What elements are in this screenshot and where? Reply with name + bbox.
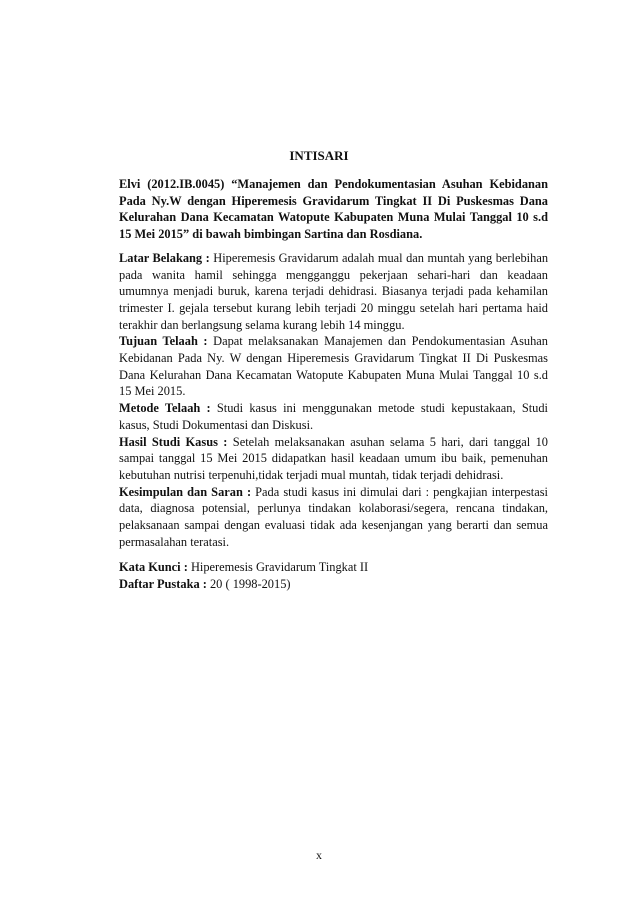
section-label: Kesimpulan dan Saran : [119, 484, 252, 499]
section-label: Latar Belakang : [119, 250, 210, 265]
section-label: Hasil Studi Kasus : [119, 434, 228, 449]
document-title: INTISARI [289, 148, 349, 163]
page-number: x [316, 848, 322, 862]
section-label: Metode Telaah : [119, 401, 211, 416]
section-label: Tujuan Telaah : [119, 334, 208, 349]
section-metode-telaah [119, 400, 548, 433]
bibliography-text: 20 ( 1998-2015) [206, 577, 291, 592]
keywords-label: Kata Kunci : [119, 560, 188, 575]
section-text: Studi kasus ini menggunakan metode studi kepustakaan, Studi kasus, Studi Dokumentasi dan Diskusi. [119, 401, 548, 432]
bibliography-line [119, 576, 548, 593]
section-text: Setelah melaksanakan asuhan selama 5 hari, dari tanggal 10 sampai tanggal 15 Mei 2015 didapatkan hasil keadaan umum ibu baik, pemenuhan kebutuhan nutrisi terpenuhi,tidak terjadi mual muntah, tidak terjadi dehidrasi. [119, 434, 548, 482]
keywords-text: Hiperemesis Gravidarum Tingkat II [187, 560, 369, 575]
section-text: Pada studi kasus ini dimulai dari : pengkajian interpestasi data, diagnosa potensial, perlunya tindakan kolaborasi/segera, rencana tindakan, pelaksanaan sampai dengan evaluasi tidak ada kesenjangan yang berarti dan semua permasalahan teratasi. [119, 484, 549, 549]
section-tujuan-telaah [119, 333, 548, 400]
section-latar-belakang [119, 250, 548, 334]
bibliography-label: Daftar Pustaka : [119, 577, 207, 592]
section-kesimpulan-saran [119, 484, 548, 551]
section-hasil-studi-kasus [119, 434, 548, 484]
section-text: Hiperemesis Gravidarum adalah mual dan muntah yang berlebihan pada wanita hamil sehingga mengganggu pekerjaan sehari-hari dan keadaan umumnya menjadi buruk, karena terjadi dehidrasi. Biasanya terjadi pada kehamilan trimester I. gejala tersebut kurang lebih terjadi 20 minggu setelah hari pertama haid terakhir dan berlangsung selama kurang lebih 14 minggu. [119, 250, 549, 332]
section-text: Dapat melaksanakan Manajemen dan Pendokumentasian Asuhan Kebidanan Pada Ny. W dengan Hiperemesis Gravidarum Tingkat II Di Puskesmas Dana Kelurahan Dana Kecamatan Watopute Kabupaten Muna Mulai Tanggal 10 s.d 15 Mei 2015. [119, 334, 548, 399]
keywords-line [119, 559, 548, 576]
abstract-header: Elvi (2012.IB.0045) “Manajemen dan Pendokumentasian Asuhan Kebidanan Pada Ny.W dengan Hiperemesis Gravidarum Tingkat II Di Puskesmas Dana Kelurahan Dana Kecamatan Watopute Kabupaten Muna Mulai Tanggal 10 s.d 15 Mei 2015” di bawah bimbingan Sartina dan Rosdiana. [119, 177, 548, 242]
abstract-body [119, 176, 548, 593]
